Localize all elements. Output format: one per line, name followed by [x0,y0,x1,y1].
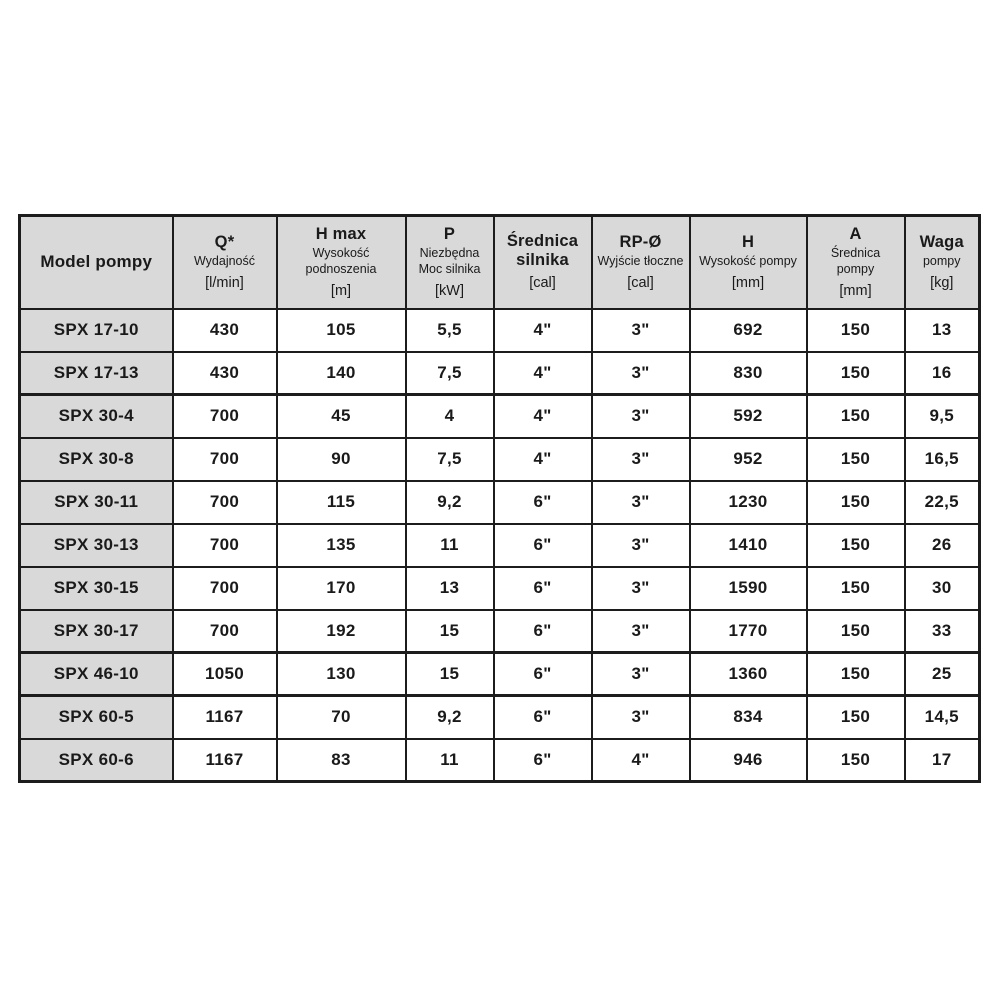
pump-spec-table-wrap [18,214,978,783]
value-cell: 25 [905,653,980,696]
value-cell: 700 [173,395,277,438]
value-cell: 1360 [690,653,807,696]
column-title: H [741,233,755,252]
table-row [20,696,980,739]
header-p-moc [406,216,494,309]
column-unit: [m] [330,282,352,299]
value-cell: 3" [592,481,690,524]
value-cell: 4" [494,309,592,352]
value-cell: 700 [173,524,277,567]
value-cell: 700 [173,567,277,610]
value-cell: 150 [807,481,905,524]
header-h-max [277,216,406,309]
value-cell: 45 [277,395,406,438]
header-srednica-silnika [494,216,592,309]
table-row [20,438,980,481]
model-cell: SPX 30-17 [20,610,173,653]
header-h-wysokosc-pompy [690,216,807,309]
header-q-wydajnosc [173,216,277,309]
value-cell: 6" [494,610,592,653]
value-cell: 30 [905,567,980,610]
table-row [20,567,980,610]
value-cell: 9,2 [406,481,494,524]
column-subtitle: pompy [922,254,961,269]
value-cell: 430 [173,309,277,352]
value-cell: 3" [592,438,690,481]
column-subtitle: Wydajność [193,254,256,269]
value-cell: 14,5 [905,696,980,739]
value-cell: 6" [494,524,592,567]
model-cell: SPX 60-6 [20,739,173,782]
value-cell: 1167 [173,696,277,739]
value-cell: 6" [494,739,592,782]
value-cell: 830 [690,352,807,395]
column-title: RP-Ø [619,233,662,252]
value-cell: 150 [807,395,905,438]
table-row [20,610,980,653]
table-row [20,524,980,567]
model-cell: SPX 30-11 [20,481,173,524]
value-cell: 1590 [690,567,807,610]
value-cell: 3" [592,309,690,352]
column-unit: [kg] [930,274,954,291]
value-cell: 11 [406,524,494,567]
value-cell: 430 [173,352,277,395]
header-a-srednica-pompy [807,216,905,309]
column-unit: [cal] [529,275,556,292]
table-row [20,395,980,438]
value-cell: 700 [173,481,277,524]
model-cell: SPX 17-10 [20,309,173,352]
column-subtitle: Wyjście tłoczne [597,254,684,269]
value-cell: 150 [807,696,905,739]
column-subtitle: Wysokość pompy [699,254,797,269]
value-cell: 150 [807,309,905,352]
model-cell: SPX 30-4 [20,395,173,438]
value-cell: 1770 [690,610,807,653]
value-cell: 1410 [690,524,807,567]
value-cell: 4" [494,438,592,481]
value-cell: 9,2 [406,696,494,739]
value-cell: 17 [905,739,980,782]
model-cell: SPX 60-5 [20,696,173,739]
value-cell: 13 [905,309,980,352]
value-cell: 130 [277,653,406,696]
value-cell: 15 [406,610,494,653]
value-cell: 3" [592,696,690,739]
table-body [20,309,980,782]
value-cell: 4" [494,352,592,395]
value-cell: 33 [905,610,980,653]
column-subtitle: Niezbędna Moc silnika [418,246,481,276]
header-row [20,216,980,309]
value-cell: 150 [807,567,905,610]
value-cell: 5,5 [406,309,494,352]
column-title: Q* [214,233,235,252]
table-row [20,352,980,395]
column-unit: [kW] [435,282,464,299]
value-cell: 11 [406,739,494,782]
value-cell: 3" [592,524,690,567]
value-cell: 592 [690,395,807,438]
header-model-pompy [20,216,173,309]
value-cell: 15 [406,653,494,696]
column-unit: [l/min] [205,274,244,291]
value-cell: 1050 [173,653,277,696]
value-cell: 700 [173,438,277,481]
header-waga-pompy [905,216,980,309]
value-cell: 192 [277,610,406,653]
model-cell: SPX 30-8 [20,438,173,481]
value-cell: 105 [277,309,406,352]
value-cell: 3" [592,610,690,653]
value-cell: 4 [406,395,494,438]
model-cell: SPX 17-13 [20,352,173,395]
value-cell: 150 [807,352,905,395]
model-cell: SPX 30-13 [20,524,173,567]
table-row [20,653,980,696]
value-cell: 140 [277,352,406,395]
column-subtitle: Wysokość podnoszenia [305,246,377,276]
value-cell: 6" [494,696,592,739]
value-cell: 7,5 [406,438,494,481]
value-cell: 1167 [173,739,277,782]
value-cell: 6" [494,481,592,524]
column-subtitle: Średnica pompy [830,246,881,276]
column-unit: [mm] [731,274,765,291]
value-cell: 3" [592,567,690,610]
value-cell: 692 [690,309,807,352]
value-cell: 4" [592,739,690,782]
value-cell: 1230 [690,481,807,524]
table-row [20,309,980,352]
model-cell: SPX 46-10 [20,653,173,696]
value-cell: 16,5 [905,438,980,481]
model-cell: SPX 30-15 [20,567,173,610]
value-cell: 13 [406,567,494,610]
value-cell: 6" [494,653,592,696]
header-rp-wyjscie [592,216,690,309]
value-cell: 150 [807,653,905,696]
value-cell: 4" [494,395,592,438]
value-cell: 3" [592,653,690,696]
value-cell: 3" [592,352,690,395]
column-title: P [443,225,456,244]
value-cell: 70 [277,696,406,739]
value-cell: 83 [277,739,406,782]
column-title: Waga [919,233,964,252]
value-cell: 26 [905,524,980,567]
value-cell: 7,5 [406,352,494,395]
value-cell: 3" [592,395,690,438]
value-cell: 150 [807,438,905,481]
table-header [20,216,980,309]
column-title: Model pompy [40,252,153,272]
column-title: H max [315,225,367,244]
value-cell: 952 [690,438,807,481]
column-title: Średnica silnika [506,232,579,270]
column-title: A [849,225,862,244]
value-cell: 9,5 [905,395,980,438]
value-cell: 16 [905,352,980,395]
column-unit: [cal] [627,274,654,291]
value-cell: 22,5 [905,481,980,524]
value-cell: 150 [807,739,905,782]
value-cell: 946 [690,739,807,782]
column-unit: [mm] [839,282,872,299]
value-cell: 170 [277,567,406,610]
value-cell: 150 [807,524,905,567]
value-cell: 6" [494,567,592,610]
value-cell: 135 [277,524,406,567]
table-row [20,481,980,524]
value-cell: 700 [173,610,277,653]
value-cell: 90 [277,438,406,481]
value-cell: 834 [690,696,807,739]
table-row [20,739,980,782]
value-cell: 150 [807,610,905,653]
pump-spec-table [18,214,981,783]
value-cell: 115 [277,481,406,524]
